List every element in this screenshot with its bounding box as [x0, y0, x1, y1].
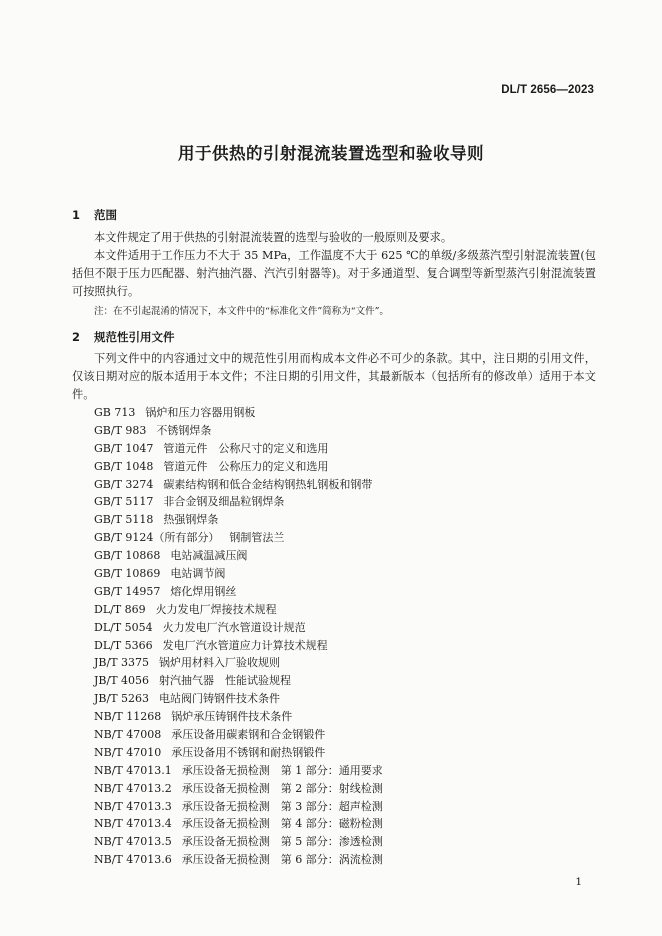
scope-paragraph-1: 本文件规定了用于供热的引射混流装置的选型与验收的一般原则及要求。: [94, 231, 453, 244]
reference-item: [94, 690, 383, 708]
reference-item: [94, 511, 383, 529]
reference-code: DL/T 5054: [94, 620, 153, 634]
reference-code: NB/T 47013.1: [94, 763, 172, 777]
reference-code: GB/T 14957: [94, 584, 161, 598]
reference-item: [94, 493, 383, 511]
reference-title: 非合金钢及细晶粒钢焊条: [163, 495, 285, 509]
reference-item: [94, 601, 383, 619]
section-number: 2: [72, 330, 81, 344]
reference-item: [94, 708, 383, 726]
reference-item: [94, 422, 383, 440]
reference-code: NB/T 47013.2: [94, 781, 172, 795]
reference-item: [94, 815, 383, 833]
reference-title: 管道元件 公称压力的定义和选用: [163, 459, 329, 473]
reference-code: JB/T 5263: [94, 692, 150, 706]
reference-item: [94, 458, 383, 476]
reference-code: NB/T 47013.4: [94, 817, 172, 831]
reference-list: [94, 404, 383, 869]
reference-title: 承压设备用不锈钢和耐热钢锻件: [171, 745, 326, 759]
reference-title: 承压设备无损检测 第 4 部分：磁粉检测: [181, 817, 383, 831]
reference-item: [94, 404, 383, 422]
reference-title: 承压设备无损检测 第 1 部分：通用要求: [181, 763, 383, 777]
reference-title: 承压设备无损检测 第 5 部分：渗透检测: [181, 835, 383, 849]
section-1-heading: [72, 207, 117, 223]
document-title: 用于供热的引射混流装置选型和验收导则: [178, 144, 484, 163]
reference-title: 承压设备无损检测 第 2 部分：射线检测: [181, 781, 383, 795]
scope-paragraph-2: 本文件适用于工作压力不大于 35 MPa，工作温度不大于 625 ℃的单级/多级蒸汽型引射混流装置(包括但不限于压力匹配器、射汽抽汽器、汽汽引射器等)。对于多通道型、复合调型等新型蒸汽引射混流装置可按照执行。: [72, 249, 596, 298]
reference-title: 钢制管法兰: [229, 531, 285, 545]
page-number: 1: [575, 876, 582, 888]
reference-item: [94, 637, 383, 655]
reference-code: GB/T 9124（所有部分）: [94, 531, 220, 545]
reference-item: [94, 583, 383, 601]
reference-title: 锅炉用材料入厂验收规则: [159, 656, 281, 670]
reference-item: [94, 798, 383, 816]
reference-code: GB/T 5118: [94, 513, 154, 527]
reference-code: NB/T 47010: [94, 745, 162, 759]
reference-title: 发电厂汽水管道应力计算技术规程: [162, 638, 328, 652]
reference-code: JB/T 3375: [94, 656, 150, 670]
reference-code: NB/T 47013.3: [94, 799, 172, 813]
reference-code: GB/T 1047: [94, 441, 154, 455]
scope-note: 注：在不引起混淆的情况下，本文件中的“标准化文件”简称为“文件”。: [94, 306, 389, 317]
references-intro: 下列文件中的内容通过文中的规范性引用而构成本文件必不可少的条款。其中，注日期的引用文件，仅该日期对应的版本适用于本文件；不注日期的引用文件，其最新版本（包括所有的修改单）适用于本文件。: [72, 352, 596, 401]
reference-title: 承压设备用碳素钢和合金钢锻件: [171, 728, 326, 742]
standard-code: DL/T 2656—2023: [501, 84, 594, 96]
reference-item: [94, 565, 383, 583]
reference-title: 电站调节阀: [170, 567, 226, 581]
reference-item: [94, 744, 383, 762]
reference-code: DL/T 5366: [94, 638, 153, 652]
reference-title: 不锈钢焊条: [156, 423, 212, 437]
reference-code: NB/T 47008: [94, 728, 162, 742]
reference-code: GB/T 5117: [94, 495, 154, 509]
reference-code: NB/T 11268: [94, 710, 162, 724]
reference-item: [94, 440, 383, 458]
reference-title: 锅炉承压铸钢件技术条件: [171, 710, 293, 724]
reference-title: 锅炉和压力容器用钢板: [145, 406, 256, 419]
section-title: 范围: [94, 208, 118, 222]
reference-title: 碳素结构钢和低合金结构钢热轧钢板和钢带: [163, 477, 373, 491]
reference-code: DL/T 869: [94, 602, 146, 616]
section-2-heading: [72, 329, 175, 345]
reference-code: NB/T 47013.5: [94, 835, 172, 849]
reference-code: GB/T 983: [94, 423, 147, 437]
reference-title: 承压设备无损检测 第 3 部分：超声检测: [181, 799, 383, 813]
reference-title: 热强钢焊条: [163, 513, 219, 527]
reference-title: 熔化焊用钢丝: [170, 584, 237, 598]
reference-title: 管道元件 公称尺寸的定义和选用: [163, 441, 329, 455]
reference-code: NB/T 47013.6: [94, 853, 172, 867]
section-title: 规范性引用文件: [94, 330, 175, 344]
reference-title: 电站阀门铸钢件技术条件: [159, 692, 281, 706]
reference-item: [94, 833, 383, 851]
reference-item: [94, 547, 383, 565]
reference-item: [94, 851, 383, 869]
reference-code: GB/T 3274: [94, 477, 154, 491]
reference-item: [94, 762, 383, 780]
reference-item: [94, 654, 383, 672]
reference-title: 射汽抽气器 性能试验规程: [159, 674, 292, 688]
reference-code: GB 713: [94, 406, 136, 419]
reference-item: [94, 619, 383, 637]
reference-item: [94, 780, 383, 798]
reference-item: [94, 476, 383, 494]
section-number: 1: [72, 208, 81, 222]
reference-item: [94, 529, 383, 547]
reference-code: GB/T 1048: [94, 459, 154, 473]
reference-title: 火力发电厂焊接技术规程: [155, 602, 277, 616]
reference-item: [94, 726, 383, 744]
reference-title: 电站减温减压阀: [170, 549, 248, 563]
reference-title: 火力发电厂汽水管道设计规范: [162, 620, 306, 634]
reference-title: 承压设备无损检测 第 6 部分：涡流检测: [181, 853, 383, 867]
reference-code: GB/T 10868: [94, 549, 161, 563]
reference-item: [94, 672, 383, 690]
reference-code: GB/T 10869: [94, 567, 161, 581]
reference-code: JB/T 4056: [94, 674, 150, 688]
